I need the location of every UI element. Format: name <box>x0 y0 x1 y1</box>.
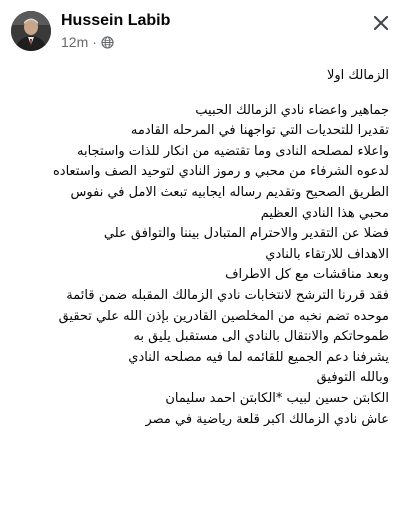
post-text-line: عاش نادي الزمالك اكبر قلعة رياضية في مصر <box>145 411 389 427</box>
meta-separator: · <box>92 34 97 50</box>
post-text-line: محبي هذا النادي العظيم <box>260 205 389 221</box>
post-meta <box>61 33 114 51</box>
avatar[interactable] <box>11 11 51 51</box>
close-icon <box>373 15 389 31</box>
post-text-line: موحده تضم نخبه من المخلصين القادرين بإذن الله علي تحقيق <box>58 308 389 324</box>
post-text-line: لدعوه الشرفاء من محبي و رموز النادي لتوحيد الصف واستعاده <box>52 164 389 180</box>
globe-icon[interactable] <box>101 36 114 49</box>
post-text-line: جماهير واعضاء نادي الزمالك الحبيب <box>195 102 389 118</box>
post-text-line: تقديرا للتحديات التي تواجهنا في المرحله القادمه <box>130 123 389 139</box>
post-text-line: وبعد مناقشات مع كل الاطراف <box>225 267 389 283</box>
post-header <box>0 0 402 60</box>
post-text-line: واعلاء لمصلحه النادى وما تقتضيه من انكار للذات واستجابه <box>77 143 389 159</box>
post-text-line: الطريق الصحيح وتقديم رساله ايجابيه تبعث الامل في نفوس <box>70 184 389 200</box>
timestamp[interactable]: 12m <box>61 34 89 50</box>
post-text-line: يشرفنا دعم الجميع للقائمه لما فيه مصلحه النادي <box>128 349 389 365</box>
post-title-line: الزمالك اولا <box>326 68 389 83</box>
post-text-line: الكابتن حسين لبيب *الكابتن احمد سليمان <box>165 390 389 406</box>
post-text-line: فضلا عن التقدير والاحترام المتبادل بيننا والتوافق علي <box>103 226 389 242</box>
close-button[interactable] <box>366 8 396 38</box>
post-text-line: فقد قررنا الترشح لانتخابات نادي الزمالك المقبله ضمن قائمة <box>66 287 389 303</box>
post-text-line: طموحاتكم والانتقال بالنادي الى مستقبل يليق به <box>133 329 389 345</box>
post-text-line: وبالله التوفيق <box>316 370 389 386</box>
author-name[interactable]: Hussein Labib <box>61 12 171 29</box>
post-body <box>9 66 389 430</box>
post-text-line: الاهداف للارتقاء بالنادي <box>265 246 389 262</box>
